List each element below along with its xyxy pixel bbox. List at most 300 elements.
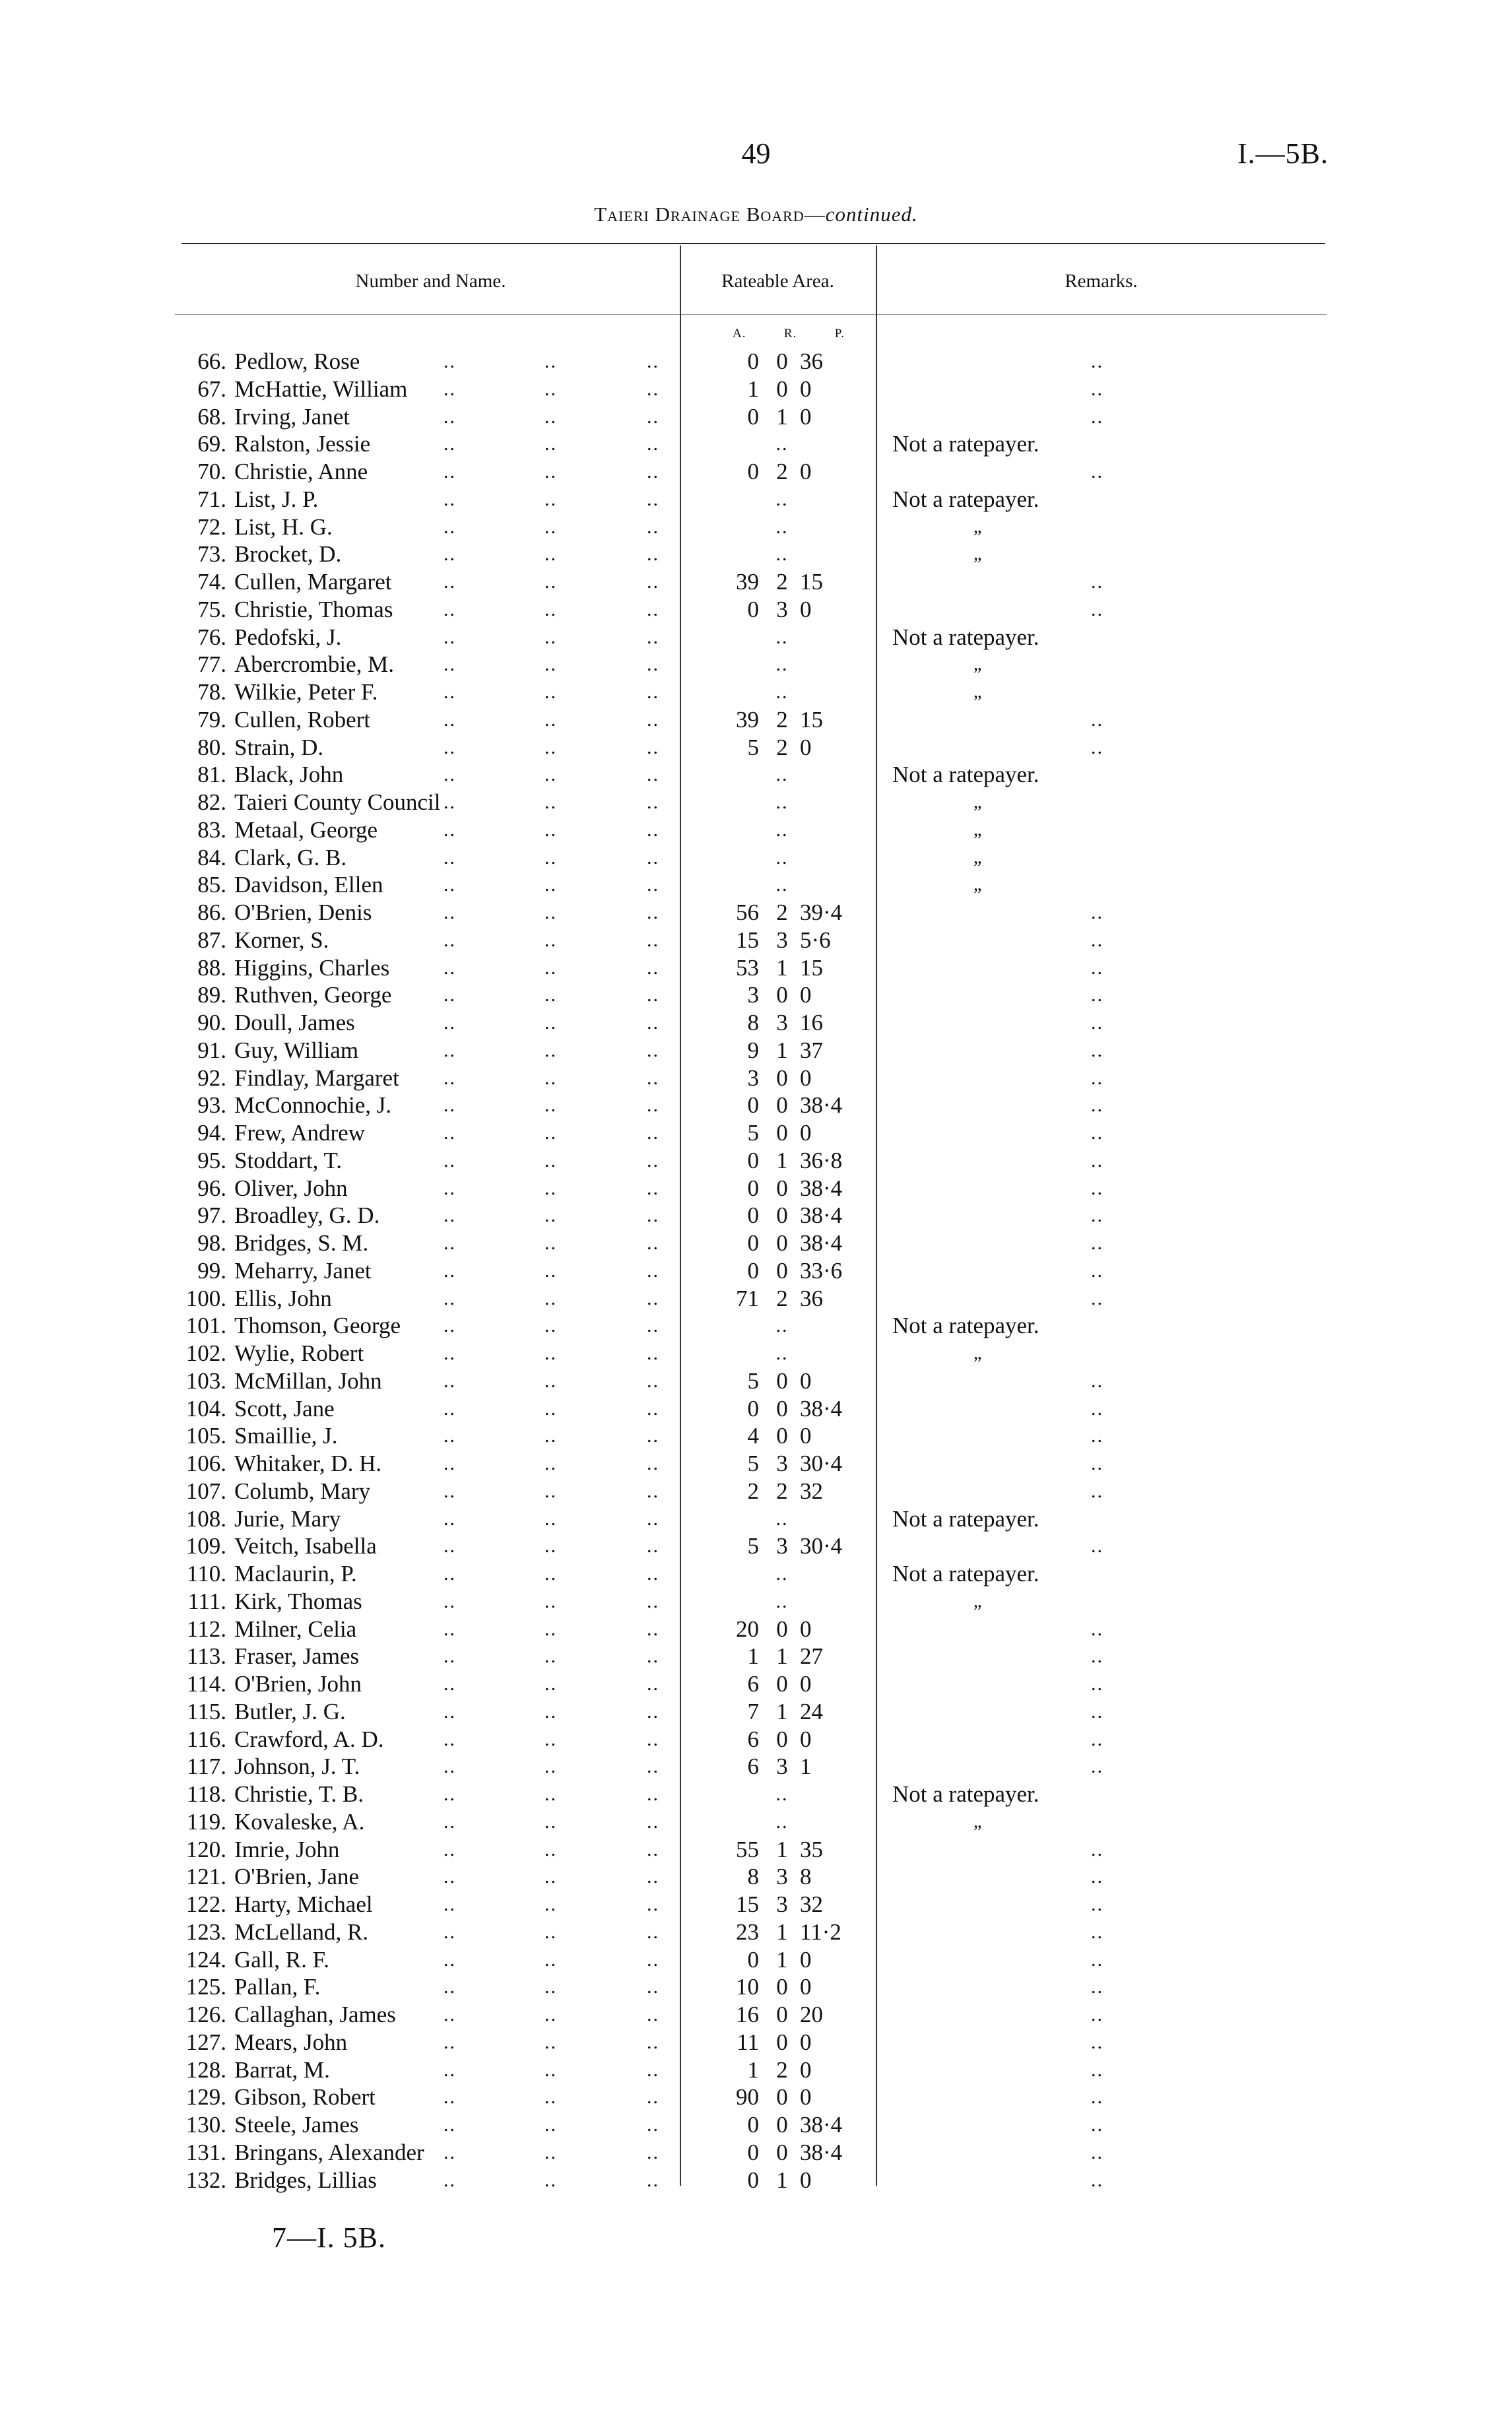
- leader-dot: ..: [544, 1976, 557, 1998]
- area-acres: 5: [747, 734, 759, 760]
- row-name: O'Brien, John: [234, 1671, 362, 1697]
- area-roods: 1: [776, 1147, 788, 1173]
- row-number: 118.: [187, 1781, 226, 1807]
- leader-dot: ..: [544, 2058, 557, 2081]
- area-perches: 30·4: [800, 1533, 843, 1559]
- area-roods: 0: [776, 348, 788, 374]
- area-roods: 0: [776, 1092, 788, 1119]
- leader-dot: ..: [544, 377, 557, 400]
- table-row: [0, 816, 1512, 844]
- leader-dot: ..: [647, 929, 659, 951]
- row-number: 91.: [197, 1037, 226, 1063]
- leader-dot: ..: [647, 2114, 659, 2136]
- leader-dot: ..: [444, 1287, 456, 1309]
- area-blank-dots: ..: [775, 1810, 789, 1833]
- row-number: 93.: [197, 1092, 226, 1119]
- table-row: [0, 1119, 1512, 1147]
- leader-dot: ..: [444, 1177, 456, 1199]
- remark-dots: ..: [1091, 1480, 1103, 1502]
- row-name: O'Brien, Jane: [234, 1864, 360, 1890]
- leader-dot: ..: [544, 543, 557, 566]
- area-perches: 15: [800, 706, 823, 733]
- area-roods: 0: [776, 1974, 788, 2000]
- remark-dots: ..: [1091, 2004, 1103, 2025]
- leader-dot: ..: [544, 1728, 557, 1750]
- area-roods: 0: [776, 1202, 788, 1229]
- row-name: Stoddart, T.: [234, 1147, 343, 1173]
- row-number: 127.: [185, 2029, 226, 2055]
- leader-dot: ..: [544, 626, 557, 648]
- remark-dots: ..: [1091, 2031, 1103, 2053]
- leader-dot: ..: [544, 1618, 557, 1640]
- area-units: [733, 327, 845, 341]
- remark-dots: ..: [1091, 1893, 1103, 1915]
- area-perches: 38·4: [800, 1395, 843, 1422]
- area-acres: 1: [747, 1643, 759, 1670]
- leader-dot: ..: [647, 1755, 659, 1778]
- row-number: 84.: [197, 844, 226, 870]
- row-name: McConnochie, J.: [234, 1092, 392, 1119]
- area-perches: 38·4: [800, 2139, 843, 2165]
- row-number: 89.: [197, 982, 226, 1008]
- row-name: Thomson, George: [234, 1313, 401, 1339]
- remark-ditto: „: [973, 516, 982, 537]
- area-acres: 0: [747, 2139, 759, 2165]
- table-row: [0, 1092, 1512, 1119]
- table-row: [0, 1312, 1512, 1340]
- leader-dot: ..: [544, 1094, 557, 1117]
- area-perches: 38·4: [800, 1230, 843, 1256]
- area-roods: 0: [776, 1367, 788, 1394]
- leader-dot: ..: [647, 405, 659, 428]
- area-perches: 0: [800, 376, 812, 402]
- row-number: 74.: [197, 569, 226, 595]
- area-roods: 1: [776, 403, 788, 430]
- leader-dot: ..: [544, 2086, 557, 2109]
- row-number: 76.: [197, 624, 226, 650]
- leader-dot: ..: [544, 1149, 557, 1171]
- area-perches: 0: [800, 1726, 812, 1752]
- leader-dot: ..: [544, 1232, 557, 1254]
- area-blank-dots: ..: [775, 626, 789, 648]
- row-number: 69.: [197, 431, 226, 457]
- leader-dot: ..: [444, 2058, 456, 2081]
- table-row: [0, 403, 1512, 431]
- remark-dots: ..: [1091, 1673, 1103, 1695]
- area-perches: 15: [800, 954, 823, 981]
- row-name: Pallan, F.: [234, 1974, 321, 2000]
- area-perches: 0: [800, 2167, 812, 2193]
- area-perches: 11·2: [800, 1918, 841, 1945]
- row-number: 67.: [197, 376, 226, 402]
- leader-dot: ..: [444, 1728, 456, 1750]
- area-acres: 8: [747, 1010, 759, 1035]
- table-row: [0, 651, 1512, 678]
- leader-dot: ..: [544, 1122, 557, 1144]
- row-number: 103.: [185, 1367, 226, 1394]
- row-name: Christie, Thomas: [234, 596, 393, 622]
- table-row: [0, 1973, 1512, 2001]
- remark-dots: ..: [1091, 929, 1103, 951]
- row-number: 77.: [197, 651, 226, 678]
- leader-dot: ..: [444, 433, 456, 455]
- table-row: [0, 1836, 1512, 1864]
- leader-dot: ..: [544, 1397, 557, 1420]
- leader-dot: ..: [444, 1700, 456, 1722]
- leader-dot: ..: [444, 1673, 456, 1695]
- area-blank-dots: ..: [775, 1783, 789, 1805]
- leader-dot: ..: [544, 1755, 557, 1778]
- leader-dot: ..: [647, 1920, 659, 1943]
- table-row: [0, 1147, 1512, 1175]
- row-number: 83.: [197, 816, 226, 843]
- row-number: 68.: [197, 403, 226, 430]
- area-acres: 8: [747, 1864, 759, 1890]
- remark-ditto: „: [973, 792, 982, 812]
- remark-dots: ..: [1091, 1866, 1103, 1888]
- remark-dots: ..: [1091, 1948, 1103, 1971]
- leader-dot: ..: [444, 901, 456, 923]
- table-title-continued: continued.: [825, 203, 918, 226]
- area-perches: 38·4: [800, 1175, 843, 1201]
- remark-dots: ..: [1091, 1397, 1103, 1420]
- leader-dot: ..: [444, 818, 456, 841]
- leader-dot: ..: [647, 1893, 659, 1915]
- area-roods: 0: [776, 2112, 788, 2138]
- table-row: [0, 2167, 1512, 2194]
- table-row: [0, 348, 1512, 376]
- area-acres: 39: [736, 706, 759, 733]
- table-row: [0, 1946, 1512, 1974]
- leader-dot: ..: [544, 2141, 557, 2163]
- area-acres: 55: [736, 1836, 759, 1862]
- area-perches: 0: [800, 2056, 812, 2083]
- area-roods: 1: [776, 1836, 788, 1862]
- row-number: 102.: [185, 1340, 226, 1366]
- area-blank-dots: ..: [775, 764, 789, 786]
- remark: Not a ratepayer.: [892, 431, 1039, 457]
- row-number: 78.: [197, 679, 226, 705]
- table-row: [0, 1781, 1512, 1808]
- row-name: Imrie, John: [234, 1836, 340, 1862]
- row-number: 66.: [197, 348, 226, 374]
- row-name: Pedlow, Rose: [234, 348, 360, 374]
- area-acres: 5: [747, 1451, 759, 1476]
- leader-dot: ..: [544, 571, 557, 593]
- remark-dots: ..: [1091, 1094, 1103, 1117]
- leader-dot: ..: [544, 708, 557, 731]
- leader-dot: ..: [544, 1480, 557, 1502]
- area-acres: 2: [747, 1478, 759, 1504]
- table-row: [0, 2056, 1512, 2084]
- remark-dots: ..: [1091, 1287, 1103, 1309]
- table-row: [0, 789, 1512, 816]
- remark-ditto: „: [973, 1811, 982, 1832]
- area-acres: 5: [747, 1533, 759, 1559]
- area-acres: 0: [747, 348, 759, 374]
- remark-dots: ..: [1091, 901, 1103, 923]
- leader-dot: ..: [647, 1976, 659, 1998]
- table-row: [0, 1202, 1512, 1229]
- row-number: 130.: [185, 2112, 226, 2138]
- row-number: 128.: [185, 2056, 226, 2083]
- area-roods: 0: [776, 1423, 788, 1449]
- area-acres: 3: [747, 982, 759, 1008]
- leader-dot: ..: [444, 1535, 456, 1557]
- area-perches: 38·4: [800, 2112, 843, 2138]
- leader-dot: ..: [444, 929, 456, 951]
- remark-dots: ..: [1091, 1425, 1103, 1447]
- leader-dot: ..: [444, 515, 456, 538]
- area-roods: 0: [776, 1395, 788, 1422]
- leader-dot: ..: [444, 653, 456, 676]
- leader-dot: ..: [647, 1369, 659, 1392]
- row-name: Callaghan, James: [234, 2002, 396, 2027]
- area-blank-dots: ..: [775, 846, 789, 868]
- row-name: Pedofski, J.: [234, 624, 342, 650]
- area-perches: 0: [800, 2029, 812, 2055]
- remark-ditto: „: [973, 847, 982, 868]
- leader-dot: ..: [444, 1618, 456, 1640]
- leader-dot: ..: [647, 488, 659, 510]
- leader-dot: ..: [544, 1012, 557, 1033]
- table-row: [0, 1395, 1512, 1423]
- area-blank-dots: ..: [775, 433, 789, 455]
- leader-dot: ..: [544, 1342, 557, 1364]
- area-roods: 0: [776, 2139, 788, 2165]
- area-blank-dots: ..: [775, 681, 789, 703]
- remark: Not a ratepayer.: [892, 762, 1039, 788]
- row-number: 111.: [187, 1588, 226, 1614]
- row-name: List, J. P.: [234, 486, 319, 512]
- table-row: [0, 899, 1512, 927]
- top-rule: [181, 243, 1325, 244]
- area-acres: 0: [747, 403, 759, 430]
- unit-acres: A.: [733, 327, 746, 341]
- area-perches: 0: [800, 734, 812, 760]
- row-name: Metaal, George: [234, 816, 378, 843]
- leader-dot: ..: [544, 598, 557, 620]
- unit-roods: R.: [783, 327, 797, 341]
- leader-dot: ..: [544, 818, 557, 841]
- table-row: [0, 678, 1512, 706]
- leader-dot: ..: [444, 1397, 456, 1420]
- area-perches: 20: [800, 2002, 823, 2027]
- leader-dot: ..: [444, 1645, 456, 1668]
- area-roods: 2: [776, 459, 788, 484]
- row-number: 87.: [197, 927, 226, 953]
- leader-dot: ..: [647, 571, 659, 593]
- row-name: Jurie, Mary: [234, 1505, 341, 1532]
- area-perches: 36: [800, 348, 823, 374]
- area-acres: 90: [736, 2084, 759, 2111]
- remark: Not a ratepayer.: [892, 1505, 1039, 1532]
- leader-dot: ..: [647, 1149, 659, 1171]
- leader-dot: ..: [444, 1425, 456, 1447]
- leader-dot: ..: [647, 901, 659, 923]
- leader-dot: ..: [647, 818, 659, 841]
- table-row: [0, 486, 1512, 513]
- remark-ditto: „: [973, 1590, 982, 1612]
- leader-dot: ..: [647, 1066, 659, 1089]
- area-roods: 0: [776, 1230, 788, 1256]
- remark-dots: ..: [1091, 598, 1103, 620]
- row-name: Strain, D.: [234, 734, 324, 760]
- area-acres: 1: [747, 376, 759, 402]
- row-name: Broadley, G. D.: [234, 1202, 380, 1229]
- area-acres: 53: [736, 954, 759, 981]
- area-roods: 2: [776, 900, 788, 925]
- leader-dot: ..: [647, 1673, 659, 1695]
- row-number: 107.: [185, 1478, 226, 1504]
- row-number: 131.: [185, 2139, 226, 2165]
- remark-ditto: „: [973, 1343, 982, 1363]
- table-row: [0, 2139, 1512, 2167]
- row-name: Maclaurin, P.: [234, 1561, 357, 1587]
- area-blank-dots: ..: [775, 1315, 789, 1337]
- row-number: 105.: [185, 1423, 226, 1449]
- row-name: Scott, Jane: [234, 1395, 335, 1422]
- table-row: [0, 624, 1512, 651]
- page-number: 49: [741, 137, 771, 170]
- area-acres: 0: [747, 1257, 759, 1284]
- table-row: [0, 2083, 1512, 2111]
- remark-ditto: „: [973, 544, 982, 565]
- leader-dot: ..: [544, 1535, 557, 1557]
- area-perches: 0: [800, 403, 812, 430]
- leader-dot: ..: [647, 1480, 659, 1502]
- row-name: Cullen, Robert: [234, 706, 371, 733]
- area-perches: 35: [800, 1836, 823, 1862]
- leader-dot: ..: [444, 1149, 456, 1171]
- leader-dot: ..: [647, 1810, 659, 1833]
- leader-dot: ..: [544, 736, 557, 758]
- row-name: McMillan, John: [234, 1367, 382, 1394]
- area-blank-dots: ..: [775, 1563, 789, 1585]
- row-number: 92.: [197, 1065, 226, 1091]
- row-name: Clark, G. B.: [234, 844, 347, 870]
- leader-dot: ..: [647, 708, 659, 731]
- leader-dot: ..: [444, 736, 456, 758]
- area-roods: 2: [776, 1285, 788, 1311]
- leader-dot: ..: [444, 791, 456, 813]
- table-row: [0, 734, 1512, 762]
- area-roods: 0: [776, 1671, 788, 1697]
- row-number: 121.: [185, 1864, 226, 1890]
- area-perches: 27: [800, 1643, 823, 1670]
- remark-dots: ..: [1091, 1976, 1103, 1998]
- area-blank-dots: ..: [775, 653, 789, 676]
- area-acres: 0: [747, 596, 759, 622]
- table-row: [0, 1560, 1512, 1588]
- leader-dot: ..: [647, 2031, 659, 2053]
- remark-dots: ..: [1091, 1453, 1103, 1474]
- leader-dot: ..: [544, 405, 557, 428]
- leader-dot: ..: [544, 681, 557, 703]
- remark-dots: ..: [1091, 736, 1103, 758]
- area-acres: 0: [747, 2167, 759, 2193]
- table-row: [0, 1257, 1512, 1285]
- area-perches: 36·8: [800, 1147, 843, 1173]
- remark-dots: ..: [1091, 1039, 1103, 1061]
- row-name: Guy, William: [234, 1037, 359, 1063]
- leader-dot: ..: [647, 1728, 659, 1750]
- leader-dot: ..: [647, 1507, 659, 1530]
- area-blank-dots: ..: [775, 488, 789, 510]
- leader-dot: ..: [647, 2004, 659, 2025]
- leader-dot: ..: [647, 626, 659, 648]
- leader-dot: ..: [444, 1342, 456, 1364]
- row-name: Christie, T. B.: [234, 1781, 364, 1807]
- remark-dots: ..: [1091, 1177, 1103, 1199]
- remark-dots: ..: [1091, 1369, 1103, 1392]
- row-name: Korner, S.: [234, 927, 329, 953]
- leader-dot: ..: [647, 543, 659, 566]
- remark-dots: ..: [1091, 984, 1103, 1006]
- area-perches: 0: [800, 1671, 812, 1697]
- leader-dot: ..: [444, 1369, 456, 1392]
- leader-dot: ..: [444, 1948, 456, 1971]
- leader-dot: ..: [647, 2169, 659, 2191]
- area-roods: 1: [776, 1946, 788, 1973]
- leader-dot: ..: [544, 1066, 557, 1089]
- row-name: Brocket, D.: [234, 541, 342, 568]
- row-name: Kirk, Thomas: [234, 1588, 362, 1614]
- area-acres: 0: [747, 1202, 759, 1229]
- leader-dot: ..: [647, 515, 659, 538]
- leader-dot: ..: [544, 874, 557, 896]
- row-number: 124.: [185, 1946, 226, 1973]
- row-number: 114.: [187, 1671, 226, 1697]
- leader-dot: ..: [647, 1783, 659, 1805]
- area-roods: 0: [776, 2002, 788, 2027]
- area-blank-dots: ..: [775, 1342, 789, 1364]
- leader-dot: ..: [444, 1976, 456, 1998]
- row-name: Wilkie, Peter F.: [234, 679, 378, 705]
- leader-dot: ..: [647, 1563, 659, 1585]
- remark-dots: ..: [1091, 2114, 1103, 2136]
- area-blank-dots: ..: [775, 515, 789, 538]
- area-roods: 2: [776, 1478, 788, 1504]
- area-perches: 0: [800, 1974, 812, 2000]
- leader-dot: ..: [544, 350, 557, 372]
- area-perches: 15: [800, 569, 823, 595]
- table-row: [0, 1505, 1512, 1533]
- table-row: [0, 1616, 1512, 1643]
- row-name: Christie, Anne: [234, 459, 368, 484]
- row-number: 108.: [185, 1505, 226, 1532]
- area-perches: 38·4: [800, 1202, 843, 1229]
- area-acres: 0: [747, 1175, 759, 1201]
- leader-dot: ..: [444, 626, 456, 648]
- leader-dot: ..: [647, 1177, 659, 1199]
- area-acres: 5: [747, 1120, 759, 1146]
- remark-dots: ..: [1091, 708, 1103, 731]
- area-perches: 0: [800, 2084, 812, 2111]
- leader-dot: ..: [544, 1700, 557, 1722]
- table-row: [0, 2029, 1512, 2056]
- leader-dot: ..: [444, 956, 456, 979]
- remark-ditto: „: [973, 874, 982, 896]
- leader-dot: ..: [544, 2031, 557, 2053]
- area-blank-dots: ..: [775, 543, 789, 566]
- area-blank-dots: ..: [775, 1507, 789, 1530]
- table-row: [0, 1726, 1512, 1753]
- leader-dot: ..: [544, 1563, 557, 1585]
- area-perches: 37: [800, 1037, 823, 1063]
- row-name: Ralston, Jessie: [234, 431, 371, 457]
- area-perches: 0: [800, 1946, 812, 1973]
